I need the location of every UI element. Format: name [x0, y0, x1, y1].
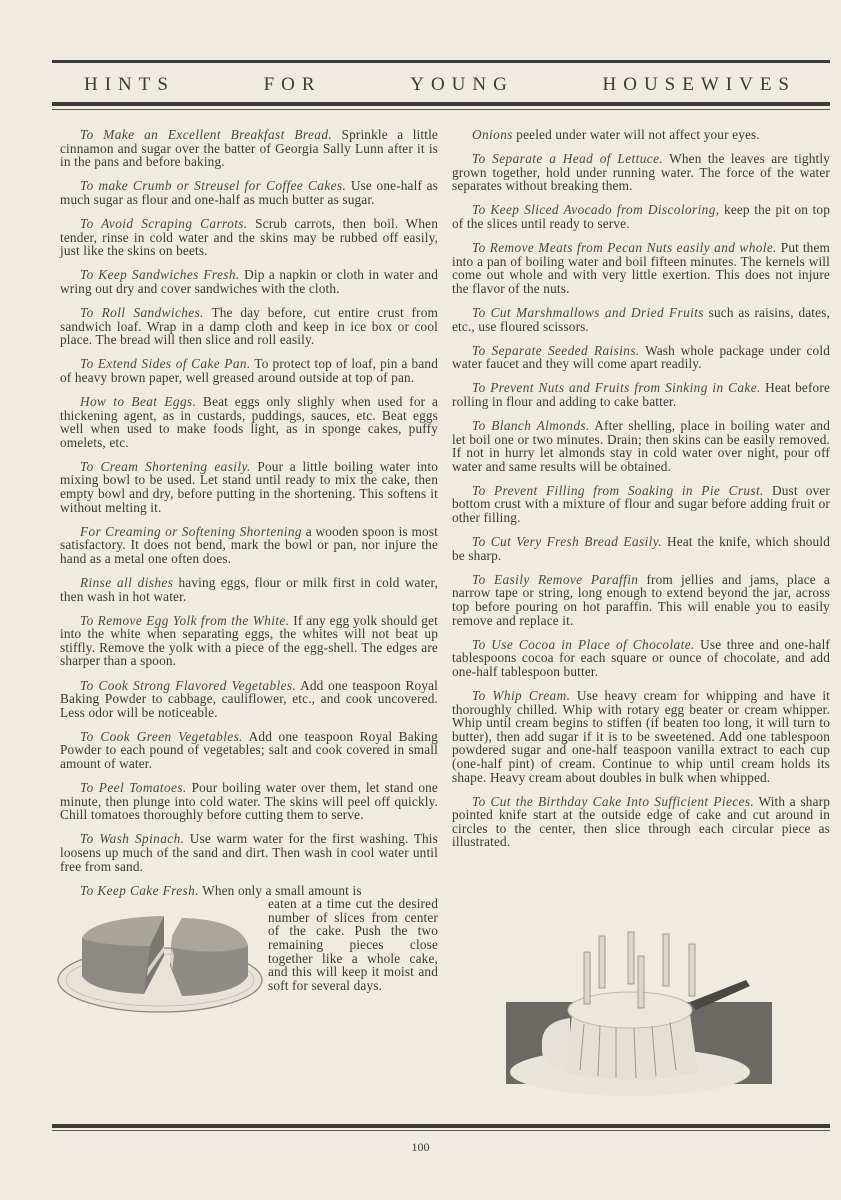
- hint-title: To Cut Very Fresh Bread Easily.: [472, 534, 663, 550]
- hint-body: Use three and one-half tablespoons cocoa for each square or ounce of chocolate, and add one-half tablespoon butter.: [452, 636, 830, 679]
- hint-title: Onions: [472, 127, 513, 142]
- header-top-rule: [52, 60, 830, 63]
- header-bottom-thin-rule: [52, 109, 830, 110]
- hint-title: To Cut Marshmallows and Dried Fruits: [472, 304, 704, 320]
- hint-body: keep the pit on top of the slices until ready to serve.: [452, 202, 831, 231]
- hint-paragraph: [452, 128, 830, 142]
- hint-body: With a sharp pointed knife start at the outside edge of cake and cut around in circles to the center, then slice through each circular piece as illustrated.: [452, 793, 830, 850]
- hint-paragraph: [452, 795, 830, 849]
- hint-title: To Make an Excellent Breakfast Bread.: [80, 127, 333, 142]
- hint-paragraph: [60, 395, 438, 449]
- hint-body: a wooden spoon is most satisfactory. It does not bend, mark the bowl or pan, nor injure the hand as a metal one often does.: [60, 523, 438, 566]
- hint-paragraph: [60, 128, 438, 169]
- page-number: 100: [411, 1140, 430, 1154]
- hint-paragraph: [452, 638, 830, 679]
- hint-paragraph: [60, 357, 438, 384]
- footer-thin-rule: [52, 1130, 830, 1131]
- birthday-cake-photo: [500, 922, 790, 1102]
- hint-paragraph: [60, 832, 438, 873]
- hint-paragraph: [60, 460, 438, 514]
- hint-body: After shelling, place in boiling water and let boil one or two minutes. Drain; then skins can be easily removed. If not in hurry let almonds stay in cold water over night, pour off water and same results will be obtained.: [452, 418, 830, 474]
- header-word: YOUNG: [410, 74, 514, 95]
- hint-paragraph: [60, 781, 438, 822]
- hint-body: eaten at a time cut the desired number of slices from center of the cake. Push the two remaining pieces close together like a whole cake, and this will keep it moist and soft for several days.: [268, 896, 438, 993]
- hint-paragraph: [452, 535, 830, 562]
- hint-paragraph: [452, 419, 830, 473]
- hint-body: Add one teaspoon Royal Baking Powder to cabbage, cauliflower, etc., and cook uncovered. Less odor will be noticeable.: [60, 677, 439, 720]
- hint-paragraph: [452, 573, 830, 627]
- hint-title: To Wash Spinach.: [80, 831, 185, 847]
- hint-paragraph: [60, 179, 438, 206]
- hint-paragraph: [60, 679, 438, 720]
- hint-title: To Avoid Scraping Carrots.: [80, 215, 248, 231]
- hint-title: To Blanch Almonds.: [472, 418, 590, 433]
- hint-body: having eggs, flour or milk first in cold water, then wash in hot water.: [60, 574, 438, 604]
- hint-paragraph: [452, 306, 830, 333]
- hint-title: To Keep Sliced Avocado from Discoloring,: [472, 202, 720, 218]
- hint-paragraph: [60, 268, 438, 295]
- hint-body: Use heavy cream for whipping and have it thoroughly chilled. Whip with rotary egg beater or cream whipper. Whip until cream begins to stiffen (if beaten too long, it will turn to butter), then add sugar if it is to be sweetened. Add one tablespoon powdered sugar and one-half teaspoon vanilla extract to each cup (one-half pint) of cream. Continue to whip until cream holds its shape. Heavy cream about doubles in bulk when whipped.: [452, 688, 831, 785]
- left-column: [60, 128, 438, 1014]
- hint-paragraph: [452, 152, 830, 193]
- hint-title: To Cook Green Vegetables.: [80, 728, 243, 744]
- hint-body: Dip a napkin or cloth in water and wring out dry and cover sandwiches with the cloth.: [60, 267, 438, 296]
- right-column: [452, 128, 830, 860]
- hint-title: How to Beat Eggs.: [80, 393, 197, 409]
- hint-paragraph: [60, 217, 438, 258]
- hint-title: Rinse all dishes: [80, 574, 174, 590]
- hint-paragraph: [452, 203, 830, 230]
- hint-title: To Cut the Birthday Cake Into Sufficient Pieces.: [472, 793, 755, 809]
- hint-body: Put them into a pan of boiling water and boil fifteen minutes. The kernels will come out whole and with very little exertion. This does not injure the flavor of the nuts.: [452, 240, 831, 296]
- hint-paragraph: [60, 576, 438, 603]
- hint-title: To Keep Sandwiches Fresh.: [80, 267, 240, 283]
- hint-body: If any egg yolk should get into the white when separating eggs, the whites will not beat up stiffly. Remove the yolk with a piece of the egg-shell. The edges are sharper than a spoon.: [60, 612, 438, 669]
- hint-body: Pour a little boiling water into mixing bowl to be used. Let stand until ready to mix the cake, then empty bowl and dry, before putting in the shortening. This softens it without melting it.: [60, 458, 438, 515]
- hint-body: The day before, cut entire crust from sandwich loaf. Wrap in a damp cloth and keep in ice box or cool place. The bread will then slice and roll easily.: [60, 304, 439, 348]
- hint-body: Add one teaspoon Royal Baking Powder to each pound of vegetables; salt and cook covered in small amount of water.: [60, 728, 438, 771]
- hint-title: For Creaming or Softening Shortening: [80, 523, 302, 539]
- hint-title: To Cream Shortening easily.: [80, 458, 251, 474]
- hint-body: To protect top of loaf, pin a band of heavy brown paper, well greased around outside at top of pan.: [60, 356, 438, 385]
- hint-body: Heat before rolling in flour and adding to cake batter.: [452, 380, 830, 409]
- hint-body: When only a small amount is: [198, 882, 362, 898]
- hint-title: To Extend Sides of Cake Pan.: [80, 356, 251, 372]
- header-bottom-rule: [52, 102, 830, 106]
- hint-title: To Keep Cake Fresh.: [80, 882, 199, 898]
- hint-paragraph: [60, 730, 438, 771]
- hint-title: To Easily Remove Paraffin: [472, 571, 639, 587]
- hint-paragraph: [452, 381, 830, 408]
- hint-title: To Prevent Nuts and Fruits from Sinking in Cake.: [472, 380, 761, 396]
- hint-title: To Peel Tomatoes.: [80, 780, 187, 796]
- hint-body: Beat eggs only slighly when used for a thickening agent, as in custards, puddings, sauces, etc. Beat eggs well when used to make foods light, as in sponge cakes, puffy omelets, etc.: [60, 393, 438, 450]
- hint-paragraph: [452, 344, 830, 371]
- hint-title: To make Crumb or Streusel for Coffee Cakes.: [80, 178, 347, 194]
- hint-title: To Remove Meats from Pecan Nuts easily and whole.: [472, 240, 777, 256]
- hint-body: peeled under water will not affect your eyes.: [512, 127, 760, 142]
- hint-keep-cake-fresh: [60, 884, 438, 1014]
- hint-body: Pour boiling water over them, let stand one minute, then plunge into cold water. The skins will peel off quickly. Chill tomatoes thoroughly before cutting them to serve.: [60, 780, 438, 823]
- hint-body: from jellies and jams, place a narrow tape or string, long enough to extend beyond the jar, across top before pouring on hot paraffin. This will enable you to easily remove and replace it.: [452, 571, 830, 628]
- hint-paragraph: [60, 306, 438, 347]
- hint-title: To Separate Seeded Raisins.: [472, 342, 640, 358]
- header-word: HOUSEWIVES: [602, 74, 796, 95]
- running-header: [52, 70, 830, 100]
- footer-rule: [52, 1124, 830, 1128]
- hint-body: Wash whole package under cold water faucet and they will come apart readily.: [452, 342, 831, 372]
- hint-title: To Use Cocoa in Place of Chocolate.: [472, 636, 695, 652]
- hint-title: To Prevent Filling from Soaking in Pie Crust.: [472, 482, 764, 498]
- hint-paragraph: [60, 525, 438, 566]
- header-word: HINTS: [84, 74, 175, 95]
- layer-cake-illustration: [52, 896, 272, 1014]
- hint-body: such as raisins, dates, etc., use floured scissors.: [452, 304, 830, 334]
- hint-title: To Cook Strong Flavored Vegetables.: [80, 677, 297, 693]
- hint-body: When the leaves are tightly grown together, hold under running water. The force of the water separates without breaking them.: [452, 151, 830, 194]
- hint-body: Scrub carrots, then boil. When tender, rinse in cold water and the skins may be rubbed off easily, just like the skins on beets.: [60, 215, 438, 259]
- hint-paragraph: [60, 614, 438, 668]
- hint-body: Dust over bottom crust with a mixture of flour and sugar before adding fruit or other filling.: [452, 482, 830, 526]
- hint-paragraph: [452, 689, 830, 784]
- hint-body: Sprinkle a little cinnamon and sugar over the batter of Georgia Sally Lunn after it is in the pans and before baking.: [60, 127, 438, 170]
- hint-title: To Remove Egg Yolk from the White.: [80, 612, 290, 628]
- hint-paragraph: [452, 241, 830, 295]
- hint-title: To Whip Cream.: [472, 688, 571, 703]
- header-word: FOR: [263, 74, 322, 95]
- hint-paragraph: [452, 484, 830, 525]
- hint-body: Use one-half as much sugar as flour and one-half as much butter as sugar.: [60, 178, 438, 207]
- hint-title: To Roll Sandwiches.: [80, 304, 204, 320]
- hint-title: To Separate a Head of Lettuce.: [472, 151, 664, 167]
- hint-body: Heat the knife, which should be sharp.: [452, 534, 830, 563]
- hint-body: Use warm water for the first washing. This loosens up much of the sand and dirt. Then wash in cool water until free from sand.: [60, 831, 438, 874]
